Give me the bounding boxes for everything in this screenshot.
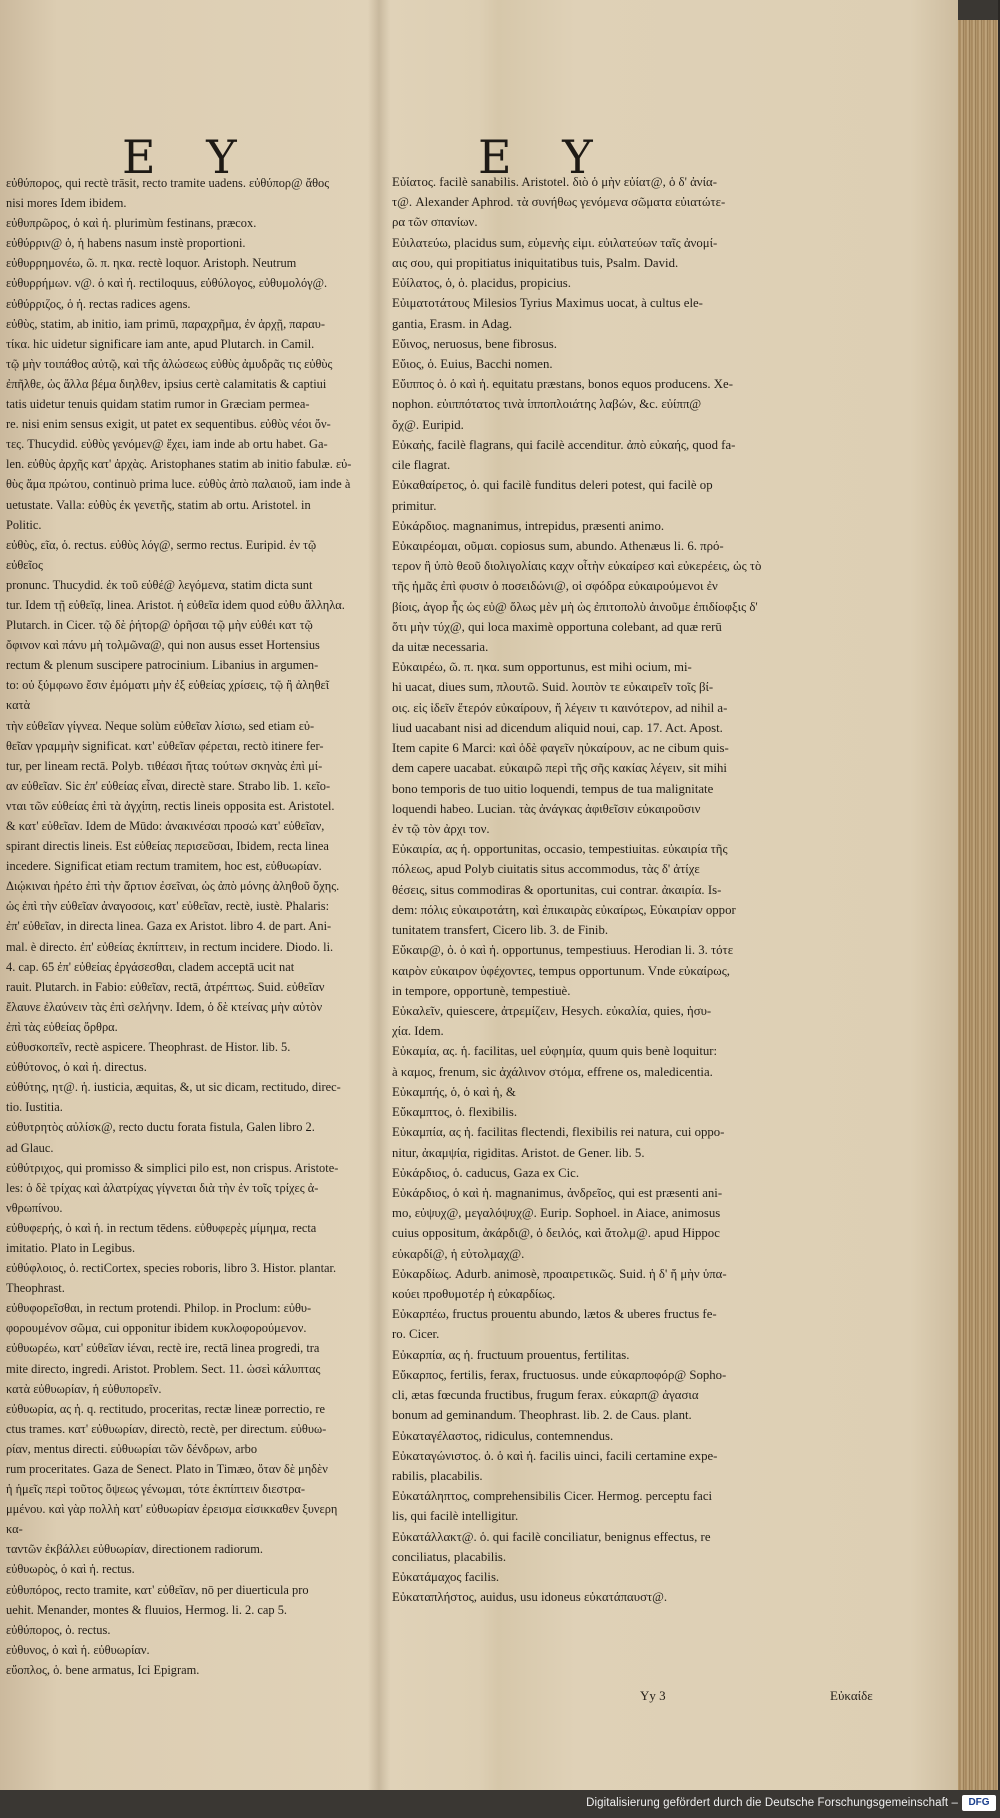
text-line: mite directo, ingredi. Aristot. Problem. Sect. 11. ὡσεὶ κάλυπτας bbox=[6, 1361, 321, 1376]
text-line: εὐθύτριχος, qui promisso & simplici pilo est, non crispus. Aristote- bbox=[6, 1160, 339, 1175]
text-line: εὐθυνος, ὁ καὶ ἡ. εὐθυωρίαν. bbox=[6, 1642, 150, 1657]
text-line: imitatio. Plato in Legibus. bbox=[6, 1240, 136, 1255]
text-line: εὐθὺς, εῖα, ὁ. rectus. εὐθὺς λόγ@, sermo rectus. Euripid. ἐν τῷ εὐθεῖος bbox=[6, 537, 317, 572]
text-line: incedere. Significat etiam rectum tramitem, hoc est, εὐθυωρίαν. bbox=[6, 859, 322, 874]
text-line: ἐπὶ τὰς εὐθείας ὄρθρα. bbox=[6, 1019, 118, 1034]
text-line: bono temporis de tuo uitio loquendi, tempus de tua malignitate bbox=[392, 781, 714, 796]
text-line: εὐθυρρημονέω, ῶ. π. ηκα. rectè loquor. Aristoph. Neutrum bbox=[6, 256, 297, 271]
text-line: πόλεως, apud Polyb ciuitatis situs accommodus, τὰς δ' ἀτίχε bbox=[392, 862, 700, 877]
text-line: εὐθύρριζος, ὁ ἡ. rectas radices agens. bbox=[6, 296, 191, 311]
text-line: Εὔκαιρ@, ὁ. ὁ καὶ ἡ. opportunus, tempestiuus. Herodian li. 3. τότε bbox=[392, 943, 734, 958]
text-line: κούει προθυμοτέρ ἡ εὐκαρδίως. bbox=[392, 1287, 556, 1302]
text-line: εὐθύφλοιος, ὁ. rectiCortex, species roboris, libro 3. Histor. plantar. bbox=[6, 1261, 337, 1276]
text-line: ρίαν, mentus directi. εὐθυωρίαι τῶν δένδρων, arbo bbox=[6, 1441, 258, 1456]
text-line: εὐθυωρία, ας ἡ. q. rectitudo, proceritas, rectæ lineæ porrectio, re bbox=[6, 1401, 326, 1416]
text-line: βίοις, ἀγορ ἦς ὡς εὐ@ ὅλως μὲν μὴ ὡς ἐπιτοπολὺ ἀινοῦμε ἐπιδίοφξις δ' bbox=[392, 599, 758, 614]
text-line: Εὐκάρδιος, ὁ καὶ ἡ. magnanimus, ἀνδρεῖος, qui est præsenti ani- bbox=[392, 1185, 723, 1200]
text-line: loquendi habeo. Lucian. τὰς ἀνάγκας ἀφιθεῖσιν εὐκαιροῦσιν bbox=[392, 801, 701, 816]
text-line: primitur. bbox=[392, 498, 437, 513]
text-line: uetustate. Valla: εὐθὺς ἐκ γενετῆς, statim ab ortu. Aristotel. in bbox=[6, 497, 311, 512]
text-line: cile flagrat. bbox=[392, 458, 451, 473]
text-line: tunitatem transfert, Cicero lib. 3. de Finib. bbox=[392, 923, 609, 938]
text-line: pronunc. Thucydid. ἐκ τοῦ εὐθέ@ λεγόμενα, statim dicta sunt bbox=[6, 577, 313, 592]
text-line: à καμος, frenum, sic ἀχάλινον στόμα, effrene os, maledicentia. bbox=[392, 1064, 713, 1079]
dfg-logo: DFG bbox=[962, 1795, 996, 1811]
text-line: ἐν τῷ τὸν ἀρχι τον. bbox=[392, 822, 490, 836]
text-line: Εὐιματοτάτους Milesios Tyrius Maximus uocat, à cultus ele- bbox=[392, 296, 703, 311]
text-line: αν εὐθεῖαν. Sic ἐπ' εὐθείας εἶναι, directè stare. Strabo lib. 1. κεῖο- bbox=[6, 778, 331, 793]
text-line: Εὐκαιρέω, ῶ. π. ηκα. sum opportunus, est mihi ocium, mi- bbox=[392, 660, 692, 675]
text-line: τερον ἢ ὑπὸ θεοῦ διολιγολίαις καχν οἷτὴν εὐκαίρεσ καὶ εὐκερέεις, ὡς τὸ bbox=[392, 559, 762, 574]
text-line: κατὰ εὐθυωρίαν, ἡ εὐθυπορεῖν. bbox=[6, 1381, 162, 1396]
text-line: hi uacat, diues sum, πλουτῶ. Suid. λοιπὸν τε εὐκαιρεῖν τοῖς βί- bbox=[392, 680, 714, 695]
text-line: εὐθύπορος, ὁ. rectus. bbox=[6, 1622, 111, 1637]
text-line: Εὐκαμπής, ὁ, ὁ καὶ ἡ, & bbox=[392, 1084, 516, 1099]
text-line: Εὐκαὴς, facilè flagrans, qui facilè accenditur. ἀπὸ εὐκαής, quod fa- bbox=[392, 437, 736, 452]
text-line: ad Glauc. bbox=[6, 1140, 54, 1155]
text-line: τίκα. hic uidetur significare iam ante, apud Plutarch. in Camil. bbox=[6, 336, 315, 351]
text-line: εὐθύτης, ητ@. ἡ. iusticia, æquitas, &, ut sic dicam, rectitudo, direc- bbox=[6, 1080, 341, 1095]
text-line: Εὔκαρπος, fertilis, ferax, fructuosus. unde εὐκαρποφόρ@ Sopho- bbox=[392, 1367, 727, 1382]
catchword: Εὐκαίδε bbox=[830, 1688, 873, 1703]
text-line: to: οὐ ξύμφωνο ἔσιν ἐμόματι μὴν ἐξ εὐθείας χρίσεις, τῷ ἢ ἀληθεῖ κατὰ bbox=[6, 678, 330, 713]
text-line: τῆς ἡμᾶς ἐπὶ φυσιν ὁ ποσειδώνι@, οἱ σφόδρα εὐκαιρούμενοι ἐν bbox=[392, 579, 718, 594]
text-line: Εὐκαρπία, ας ἡ. fructuum prouentus, fertilitas. bbox=[392, 1347, 630, 1362]
text-line: cli, ætas fœcunda fructibus, frugum ferax. εὐκαρπ@ ἀγασια bbox=[392, 1388, 699, 1403]
text-line: εὐθὺς, statim, ab initio, iam primū, παραχρῆμα, ἐν ἀρχῇ, παραυ- bbox=[6, 316, 325, 331]
text-line: ὄφινον καὶ πάνυ μὴ τολμῶνα@, qui non ausus esset Hortensius bbox=[6, 638, 320, 653]
text-line: θέσεις, situs commodiras & oportunitas, cui contrar. ἀκαιρία. Is- bbox=[392, 882, 722, 897]
text-line: εὐθυφορεῖσθαι, in rectum protendi. Philop. in Proclum: εὐθυ- bbox=[6, 1301, 312, 1316]
text-line: αις σου, qui propitiatus iniquitatibus tuis, Psalm. David. bbox=[392, 255, 679, 270]
text-line: Εὐκαταγώνιστος. ὁ. ὁ καὶ ἡ. facilis uinci, facili certamine expe- bbox=[392, 1448, 718, 1463]
text-line: Εὐκατάληπτος, comprehensibilis Cicer. Hermog. perceptu faci bbox=[392, 1489, 713, 1504]
text-line: rectum & plenum suscipere patrocinium. Libanius in argumen- bbox=[6, 658, 319, 673]
text-line: εὐθυτρητὸς αὐλίσκ@, recto ductu forata fistula, Galen libro 2. bbox=[6, 1120, 315, 1135]
text-line: ὡς ἐπὶ τὴν εὐθεῖαν ἀναγοσοις, κατ' εὐθεῖαν, rectè, iustè. Phalaris: bbox=[6, 899, 330, 914]
text-line: καιρὸν εὐκαιρον ὑφέχοντες, tempus opportunum. Vnde εὐκαίρως, bbox=[392, 963, 730, 978]
left-column-text bbox=[6, 173, 356, 1680]
text-line: Διῴκιναι ἠρέτο ἐπὶ τὴν ἄρτιον ἐσεῖναι, ὡς ἀπὸ μόνης ἀληθοῦ ὄχης. bbox=[6, 879, 340, 894]
text-line: ἔλαυνε ἐλαύνειν τὰς ἐπὶ σελήνην. Idem, ὁ δὲ κτείνας μὴν αὐτὸν bbox=[6, 999, 323, 1014]
text-line: εὐθυρρήμων. ν@. ὁ καὶ ἡ. rectiloquus, εὐθύλογος, εὐθυμολόγ@. bbox=[6, 276, 328, 291]
text-line: ro. Cicer. bbox=[392, 1327, 440, 1342]
text-line: conciliatus, placabilis. bbox=[392, 1549, 507, 1564]
text-line: τες. Thucydid. εὐθὺς γενόμεν@ ἔχει, iam inde ab ortu habet. Ga- bbox=[6, 437, 328, 452]
text-line: les: ὁ δὲ τρίχας καὶ ἀλατρίχας γίγνεται διὰ τὴν ἐν τοῖς τρίχες ἀ- bbox=[6, 1180, 319, 1195]
text-line: 4. cap. 65 ἐπ' εὐθείας ἐργάσεσθαι, cladem acceptā ucit nat bbox=[6, 959, 295, 974]
text-line: ὅτι μὴν τύχ@, qui loca maximè opportuna colebant, ad quæ rerū bbox=[392, 619, 722, 634]
text-line: nophon. εὐιππότατος τινὰ ἱπποπλοιάτης λαβών, &c. εὐίππ@ bbox=[392, 397, 702, 412]
text-line: εὐθυωρὸς, ὁ καὶ ἡ. rectus. bbox=[6, 1562, 135, 1577]
text-line: Εὔιππος ὁ. ὁ καὶ ἡ. equitatu præstans, bonos equos producens. Xe- bbox=[392, 377, 733, 392]
text-line: χία. Idem. bbox=[392, 1024, 444, 1039]
text-line: Εὔκαμπτος, ὁ. flexibilis. bbox=[392, 1105, 518, 1120]
text-line: ταντῶν ἐκβάλλει εὐθυωρίαν, directionem radiorum. bbox=[6, 1542, 263, 1557]
text-line: Politic. bbox=[6, 517, 42, 532]
text-line: ἡ ἡμεῖς περὶ τοῦτος ὄψεως γένωμαι, τότε ἐκπίπτειν διεστρα- bbox=[6, 1482, 306, 1497]
text-line: Εὐκαθαίρετος, ὁ. qui facilè funditus deleri potest, qui facilè op bbox=[392, 478, 713, 493]
text-line: Εὐκάρδιος, ὁ. caducus, Gaza ex Cic. bbox=[392, 1165, 580, 1180]
text-line: len. εὐθὺς ἀρχῆς κατ' ἀρχὰς. Aristophanes statim ab initio fabulæ. εὐ- bbox=[6, 457, 352, 472]
text-line: Εὔιος, ὁ. Euius, Bacchi nomen. bbox=[392, 356, 553, 371]
text-line: da uitæ necessaria. bbox=[392, 640, 489, 655]
text-line: Εὐκαρπέω, fructus prouentu abundo, lætos & uberes fructus fe- bbox=[392, 1307, 717, 1322]
text-line: εὐθύρριν@ ὁ, ἡ habens nasum instè proportioni. bbox=[6, 236, 246, 251]
text-line: τὴν εὐθεῖαν γίγνεα. Neque solùm εὐθεῖαν λίσιω, sed etiam εὐ- bbox=[6, 718, 315, 733]
text-line: ρα τῶν σπανίων. bbox=[392, 215, 478, 230]
text-line: εὐθυπρῶρος, ὁ καὶ ἡ. plurimùm festinans, præcox. bbox=[6, 216, 257, 231]
text-line: τῷ μὴν τοιπάθος αὐτῷ, καὶ τῆς ἁλώσεως εὐθὺς ἀμυδρᾶς τις εὐθὺς bbox=[6, 356, 333, 371]
text-line: εὐθυσκοπεῖν, rectè aspicere. Theophrast. de Histor. lib. 5. bbox=[6, 1040, 291, 1055]
text-line: rum proceritates. Gaza de Senect. Plato in Timæo, ὅταν δὲ μηδὲν bbox=[6, 1462, 328, 1476]
text-line: Εὐκάρδιος. magnanimus, intrepidus, præsenti animo. bbox=[392, 518, 665, 533]
text-line: Εὔινος, neruosus, bene fibrosus. bbox=[392, 336, 557, 351]
text-line: liud uacabant nisi ad dicendum aliquid noui, cap. 17. Act. Apost. bbox=[392, 720, 723, 735]
text-line: dem capere uacabat. εὐκαιρῶ περὶ τῆς σῆς κακίας λέγειν, sit mihi bbox=[392, 761, 727, 776]
text-line: tur, per lineam rectā. Polyb. τιθέασι ἤτας τούτων σκηνὰς ἐπὶ μί- bbox=[6, 758, 323, 773]
text-line: & κατ' εὐθεῖαν. Idem de Mūdo: ἀνακινέσαι προσώ κατ' εὐθεῖαν, bbox=[6, 819, 325, 833]
text-line: Εὐκαρδίως. Adurb. animosè, προαιρετικῶς. Suid. ἡ δ' ἤ μὴν ὑπα- bbox=[392, 1266, 727, 1281]
text-line: μμένου. καὶ γὰρ πολλὴ κατ' εὐθυωρίαν ἐρεισμα εἰσικκαθεν ξυνερη κα- bbox=[6, 1502, 338, 1537]
text-line: ctus trames. κατ' εὐθυωρίαν, directò, rectè, per directum. εὐθυω- bbox=[6, 1421, 327, 1436]
digitization-credit: Digitalisierung gefördert durch die Deutsche Forschungsgemeinschaft – bbox=[586, 1797, 958, 1809]
text-line: rabilis, placabilis. bbox=[392, 1469, 483, 1483]
text-line: nisi mores Idem ibidem. bbox=[6, 196, 127, 211]
text-line: nitur, ἀκαμψία, rigiditas. Aristot. de Gener. lib. 5. bbox=[392, 1145, 645, 1160]
text-line: θὺς ἅμα πρώτου, continuò prima luce. εὐθὺς ἀπὸ παλαιοῦ, iam inde à bbox=[6, 477, 351, 492]
column-gutter-shadow bbox=[368, 0, 390, 1790]
text-line: νται τῶν εὐθείας ἐπὶ τὰ ἀγχίπη, rectis lineis opposita est. Aristotel. bbox=[6, 798, 335, 813]
text-line: Εὐίλατος, ὁ, ὁ. placidus, propicius. bbox=[392, 276, 571, 291]
text-line: εὐθυπόρος, recto tramite, κατ' εὐθεῖαν, nō per diuerticula pro bbox=[6, 1582, 309, 1597]
text-line: Εὐκαιρία, ας ἡ. opportunitas, occasio, tempestiuitas. εὐκαιρία τῆς bbox=[392, 842, 728, 857]
text-line: in tempore, opportunè, tempestiuè. bbox=[392, 983, 571, 998]
text-line: Εὐιλατεύω, placidus sum, εὐμενὴς εἰμι. εὐιλατεύων ταῖς ἀνομί- bbox=[392, 235, 718, 250]
text-line: Εὐκαιρέομαι, οῦμαι. copiosus sum, abundo. Athenæus li. 6. πρό- bbox=[392, 538, 724, 553]
text-line: spirant directis lineis. Est εὐθείας περισεῦσαι, Ibidem, recta linea bbox=[6, 839, 329, 854]
text-line: rauit. Plutarch. in Fabio: εὐθεῖαν, rectā, ἀτρέπτως. Suid. εὐθεῖαν bbox=[6, 979, 325, 994]
text-line: mo, εὐψυχ@, μεγαλόψυχ@. Eurip. Sophoel. in Aiace, animosus bbox=[392, 1206, 721, 1221]
text-line: dem: πόλις εὐκαιροτάτη, καὶ ἐπικαιρὰς εὐκαίρως, Εὐκαιρίαν oppor bbox=[392, 902, 736, 917]
text-line: Εὐκαμπία, ας ἡ. facilitas flectendi, flexibilis rei natura, cui oppo- bbox=[392, 1125, 725, 1140]
text-line: Εὐκαταπλήστος, auidus, usu idoneus εὐκατάπαυστ@. bbox=[392, 1590, 668, 1605]
text-line: Plutarch. in Cicer. τῷ δὲ ῥήτορ@ ὀρῆσαι τῷ μὴν εὐθέι κατ τῷ bbox=[6, 618, 313, 633]
text-line: τ@. Alexander Aphrod. τὰ συνήθως γενόμενα σῶματα εὐιατώτε- bbox=[392, 195, 726, 210]
page-edges bbox=[958, 20, 998, 1790]
text-line: re. nisi enim sensus exigit, ut patet ex sequentibus. εὐθὺς νέοι ὄν- bbox=[6, 417, 331, 432]
text-line: θεῖαν γραμμὴν significat. κατ' εὐθεῖαν φέρεται, rectò itinere fer- bbox=[6, 738, 324, 753]
text-line: Εὐκαμία, ας. ἡ. facilitas, uel εὐφημία, quum quis benè loquitur: bbox=[392, 1044, 718, 1059]
header-right: E Y bbox=[478, 130, 611, 184]
text-line: οις. εἰς ἰδεῖν ἕτερόν εὐκαίρουν, ἤ λέγειν τι καινότερον, ad nihil a- bbox=[392, 700, 728, 715]
right-column-text bbox=[392, 172, 940, 1608]
text-line: εὔοπλος, ὁ. bene armatus, Ici Epigram. bbox=[6, 1662, 200, 1677]
text-line: cuius oppositum, ἀκάρδι@, ὁ δειλός, καὶ ἄτολμ@. apud Hippoc bbox=[392, 1226, 720, 1241]
text-line: tatis uidetur tenuis quidam statim rumor in Græciam permea- bbox=[6, 397, 310, 412]
text-line: ἐπ' εὐθεῖαν, in directa linea. Gaza ex Aristot. libro 4. de part. Ani- bbox=[6, 919, 332, 934]
signature-mark: Yy 3 bbox=[640, 1688, 666, 1703]
text-line: bonum ad geminandum. Theophrast. lib. 2. de Caus. plant. bbox=[392, 1408, 692, 1423]
text-line: Εὐκαλεῖν, quiescere, ἀτρεμίζειν, Hesych. εὐκαλία, quies, ἡσυ- bbox=[392, 1003, 712, 1018]
text-line: Εὐκατάλλακτ@. ὁ. qui facilè conciliatur, benignus effectus, re bbox=[392, 1529, 711, 1544]
text-line: εὐθυωρέω, κατ' εὐθεῖαν ἰέναι, rectè ire, rectā linea progredi, tra bbox=[6, 1341, 320, 1356]
text-line: ὄχ@. Euripid. bbox=[392, 417, 464, 432]
text-line: gantia, Erasm. in Adag. bbox=[392, 316, 513, 331]
text-line: Εὐίατος. facilè sanabilis. Aristotel. διὸ ὁ μὴν εὐίατ@, ὁ δ' ἀνία- bbox=[392, 175, 717, 189]
header-left: E Y bbox=[122, 130, 255, 184]
text-line: Theophrast. bbox=[6, 1281, 65, 1296]
text-line: εὐθύπορος, qui rectè trāsit, recto tramite uadens. εὐθύπορ@ ἄθος bbox=[6, 176, 330, 190]
text-line: tio. Iustitia. bbox=[6, 1100, 63, 1115]
text-line: mal. è directo. ἐπ' εὐθείας ἐκπίπτειν, in rectum incidere. Diodo. li. bbox=[6, 939, 334, 954]
text-line: εὐθύτονος, ὁ καὶ ἡ. directus. bbox=[6, 1060, 147, 1075]
text-line: lis, qui facilè intelligitur. bbox=[392, 1509, 519, 1524]
text-line: εὐθυφερής, ὁ καὶ ἡ. in rectum tēdens. εὐθυφερὲς μίμημα, recta bbox=[6, 1220, 317, 1235]
text-line: νθρωπίνου. bbox=[6, 1200, 63, 1215]
text-line: φορουμένον σῶμα, cui opponitur ibidem κυκλοφορούμενον. bbox=[6, 1321, 307, 1336]
text-line: Εὐκαταγέλαστος, ridiculus, contemnendus. bbox=[392, 1428, 614, 1443]
text-line: ἐπῆλθε, ὡς ἄλλα βέμα διηλθεν, ipsius certè calamitatis & captiui bbox=[6, 376, 327, 391]
text-line: εὐκαρδί@, ἡ εὐτολμαχ@. bbox=[392, 1246, 525, 1261]
text-line: Item capite 6 Marci: καὶ ὁδὲ φαγεῖν ηὐκαίρουν, ac ne cibum quis- bbox=[392, 741, 729, 756]
text-line: uehit. Menander, montes & fluuios, Hermog. li. 2. cap 5. bbox=[6, 1602, 287, 1617]
text-line: Εὐκατάμαχος facilis. bbox=[392, 1570, 500, 1585]
text-line: tur. Idem τῇ εὐθεῖᾳ, linea. Aristot. ἡ εὐθεῖα idem quod εὐθυ ἄλληλα. bbox=[6, 597, 345, 612]
